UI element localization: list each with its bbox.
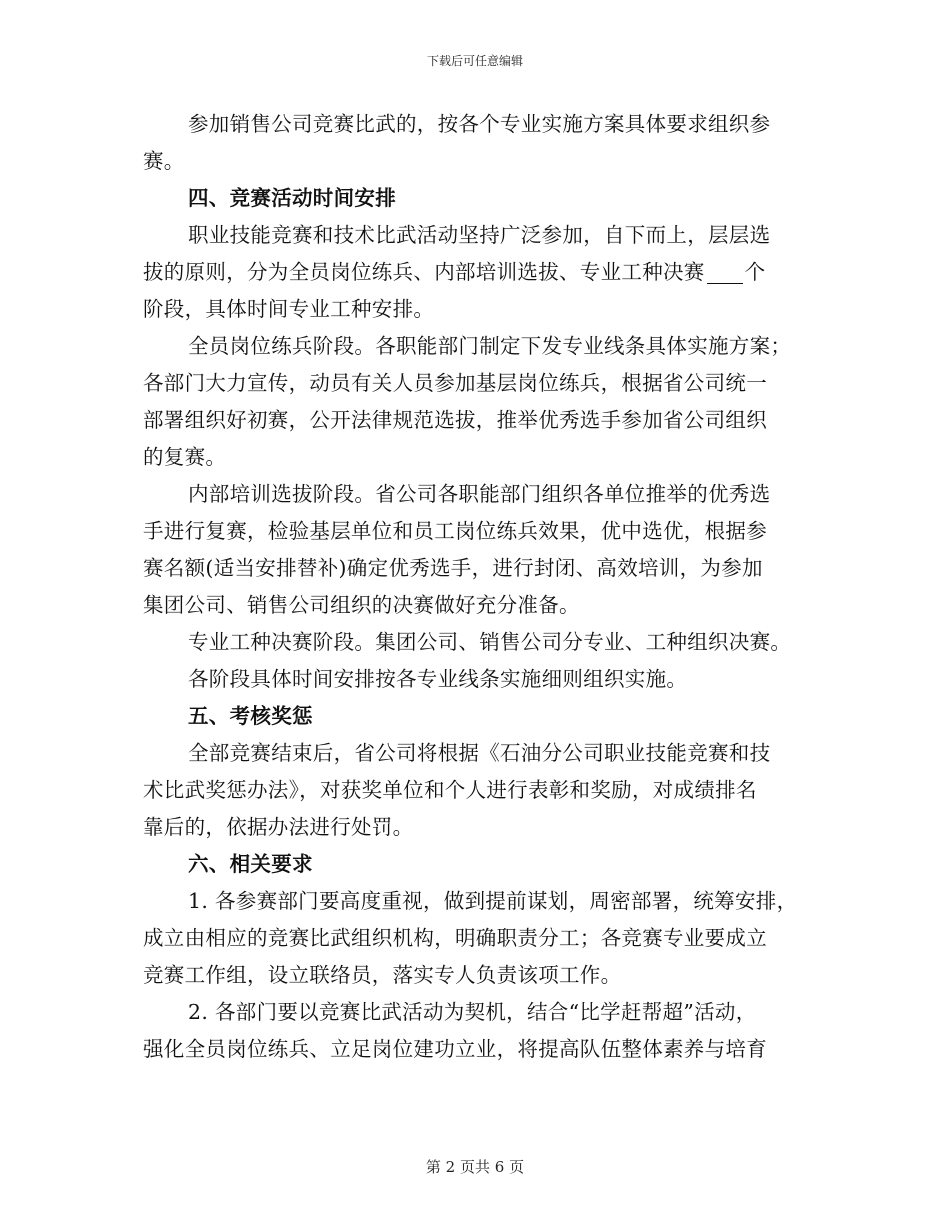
document-body	[143, 106, 823, 1068]
paragraph-text: 个	[744, 260, 766, 284]
paragraph-line: 部署组织好初赛，公开法律规范选拔，推举优秀选手参加省公司组织	[143, 408, 767, 432]
section-heading-6: 六、相关要求	[188, 852, 313, 876]
paragraph-line: 赛名额(适当安排替补)确定优秀选手，进行封闭、高效培训，为参加	[143, 556, 763, 580]
section-heading-5: 五、考核奖惩	[188, 704, 313, 728]
paragraph-line: 竞赛工作组，设立联络员，落实专人负责该项工作。	[143, 963, 622, 987]
section-heading-4: 四、竞赛活动时间安排	[188, 186, 396, 210]
paragraph-text: 拔的原则，分为全员岗位练兵、内部培训选拔、专业工种决赛	[143, 260, 705, 284]
paragraph-line-with-blank	[143, 254, 823, 291]
paragraph-line: 专业工种决赛阶段。集团公司、销售公司分专业、工种组织决赛。	[188, 630, 792, 654]
paragraph-line: 全员岗位练兵阶段。各职能部门制定下发专业线条具体实施方案；	[188, 334, 792, 358]
paragraph-line: 手进行复赛，检验基层单位和员工岗位练兵效果，优中选优，根据参	[143, 519, 767, 543]
paragraph-line: 参加销售公司竞赛比武的，按各个专业实施方案具体要求组织参	[188, 112, 771, 136]
fill-in-blank	[707, 263, 743, 284]
paragraph-line: 全部竞赛结束后，省公司将根据《石油分公司职业技能竞赛和技	[188, 741, 771, 765]
paragraph-line: 阶段，具体时间专业工种安排。	[143, 297, 435, 321]
page-footer: 第 2 页共 6 页	[425, 1158, 525, 1176]
paragraph-line: 2. 各部门要以竞赛比武活动为契机，结合“比学赶帮超”活动，	[188, 1000, 757, 1024]
paragraph-line: 术比武奖惩办法》，对获奖单位和个人进行表彰和奖励，对成绩排名	[143, 778, 757, 802]
paragraph-line: 强化全员岗位练兵、立足岗位建功立业，将提高队伍整体素养与培育	[143, 1037, 767, 1061]
paragraph-line: 各部门大力宣传，动员有关人员参加基层岗位练兵，根据省公司统一	[143, 371, 767, 395]
paragraph-line: 职业技能竞赛和技术比武活动坚持广泛参加，自下而上，层层选	[188, 223, 771, 247]
paragraph-line: 赛。	[143, 149, 185, 173]
paragraph-line: 的复赛。	[143, 445, 227, 469]
paragraph-line: 靠后的，依据办法进行处罚。	[143, 815, 414, 839]
paragraph-line: 各阶段具体时间安排按各专业线条实施细则组织实施。	[188, 667, 688, 691]
paragraph-line: 1. 各参赛部门要高度重视，做到提前谋划，周密部署，统筹安排，	[188, 889, 798, 913]
page-header: 下载后可任意编辑	[426, 54, 523, 68]
paragraph-line: 成立由相应的竞赛比武组织机构，明确职责分工；各竞赛专业要成立	[143, 926, 767, 950]
paragraph-line: 集团公司、销售公司组织的决赛做好充分准备。	[143, 593, 580, 617]
paragraph-line: 内部培训选拔阶段。省公司各职能部门组织各单位推举的优秀选	[188, 482, 771, 506]
